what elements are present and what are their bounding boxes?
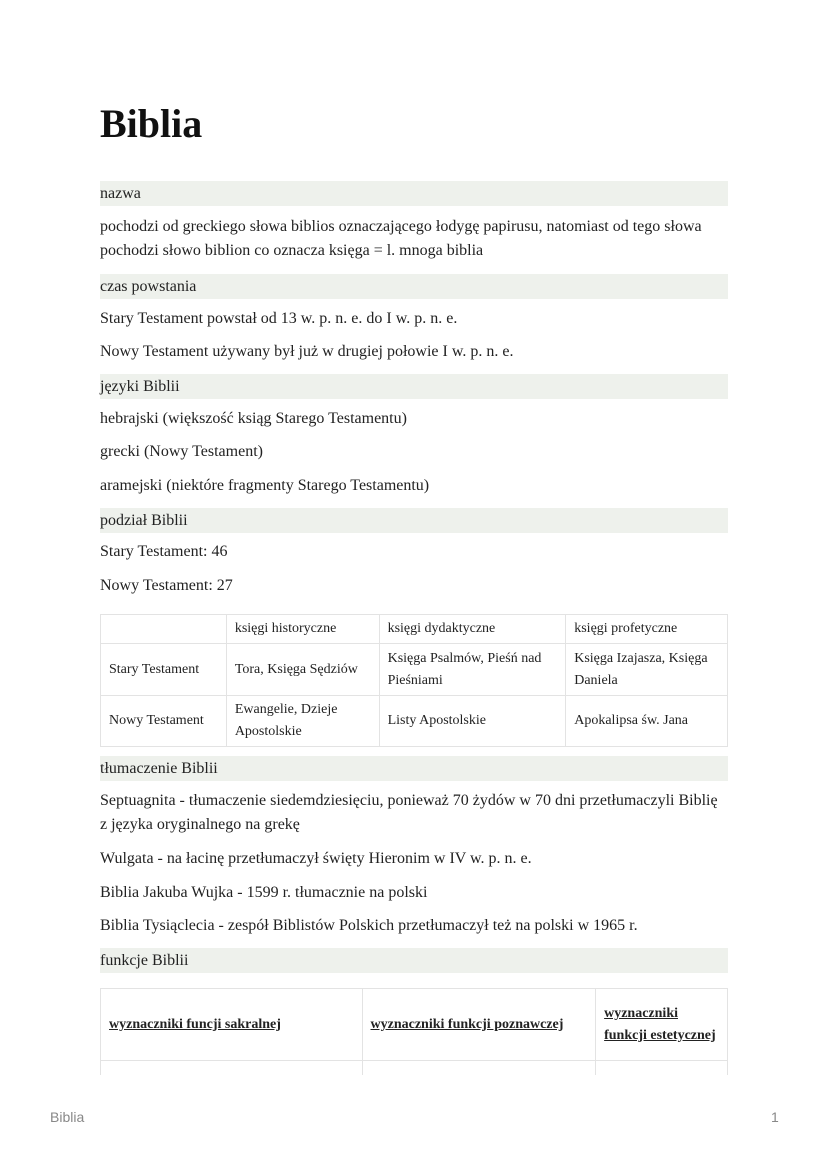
paragraph: Stary Testament powstał od 13 w. p. n. e. do I w. p. n. e. — [100, 310, 458, 327]
table-cell: wyznaczniki funkcji estetycznej — [596, 989, 728, 1061]
table-cell: Apokalipsa św. Jana — [566, 696, 728, 747]
table-cell: księgi profetyczne — [566, 615, 728, 644]
table-cell: wyznaczniki funkcji poznawczej — [362, 989, 596, 1061]
table-cell — [362, 1061, 596, 1075]
footer-title: Biblia — [50, 1109, 85, 1125]
page-number: 1 — [771, 1109, 779, 1125]
table-cell: Nowy Testament — [101, 696, 227, 747]
table-row — [101, 644, 728, 696]
paragraph: Nowy Testament używany był już w drugiej połowie I w. p. n. e. — [100, 343, 514, 360]
table-cell: Stary Testament — [101, 644, 227, 696]
paragraph: Biblia Jakuba Wujka - 1599 r. tłumacznie na polski — [100, 884, 428, 901]
paragraph: Septuagnita - tłumaczenie siedemdziesięciu, ponieważ 70 żydów w 70 dni przetłumaczyli Biblię z języka oryginalnego na grekę — [100, 792, 718, 833]
table-header-row — [101, 615, 728, 644]
table-cell: Listy Apostolskie — [379, 696, 566, 747]
section-heading-tlumaczenie: tłumaczenie Biblii — [100, 756, 728, 781]
table-cell — [101, 615, 227, 644]
paragraph: pochodzi od greckiego słowa biblios oznaczającego łodygę papirusu, natomiast od tego słowa pochodzi słowo biblion co oznacza księga = l. mnoga biblia — [100, 218, 702, 259]
table-cell: księgi historyczne — [226, 615, 379, 644]
table-cell: Księga Psalmów, Pieśń nad Pieśniami — [379, 644, 566, 696]
section-heading-nazwa: nazwa — [100, 181, 728, 206]
paragraph: Nowy Testament: 27 — [100, 577, 233, 594]
table-cell: Ewangelie, Dzieje Apostolskie — [226, 696, 379, 747]
table-cell — [101, 1061, 363, 1075]
table-row — [101, 696, 728, 747]
paragraph: Wulgata - na łacinę przetłumaczył święty Hieronim w IV w. p. n. e. — [100, 850, 532, 867]
table-cell: Tora, Księga Sędziów — [226, 644, 379, 696]
paragraph: aramejski (niektóre fragmenty Starego Testamentu) — [100, 477, 430, 494]
books-table — [100, 614, 728, 747]
page-title: Biblia — [100, 101, 203, 146]
section-heading-podzial: podział Biblii — [100, 508, 728, 533]
paragraph: grecki (Nowy Testament) — [100, 443, 263, 460]
table-cell: księgi dydaktyczne — [379, 615, 566, 644]
table-header-row — [101, 989, 728, 1061]
section-heading-czas: czas powstania — [100, 274, 728, 299]
paragraph: hebrajski (większość ksiąg Starego Testamentu) — [100, 410, 407, 427]
table-cell: Księga Izajasza, Księga Daniela — [566, 644, 728, 696]
table-cell: wyznaczniki funcji sakralnej — [101, 989, 363, 1061]
table-cell — [596, 1061, 728, 1075]
paragraph: Stary Testament: 46 — [100, 543, 228, 560]
section-heading-jezyki: języki Biblii — [100, 374, 728, 399]
table-row — [101, 1061, 728, 1075]
functions-table — [100, 988, 728, 1075]
section-heading-funkcje: funkcje Biblii — [100, 948, 728, 973]
paragraph: Biblia Tysiąclecia - zespół Biblistów Polskich przetłumaczył też na polski w 1965 r. — [100, 917, 638, 934]
